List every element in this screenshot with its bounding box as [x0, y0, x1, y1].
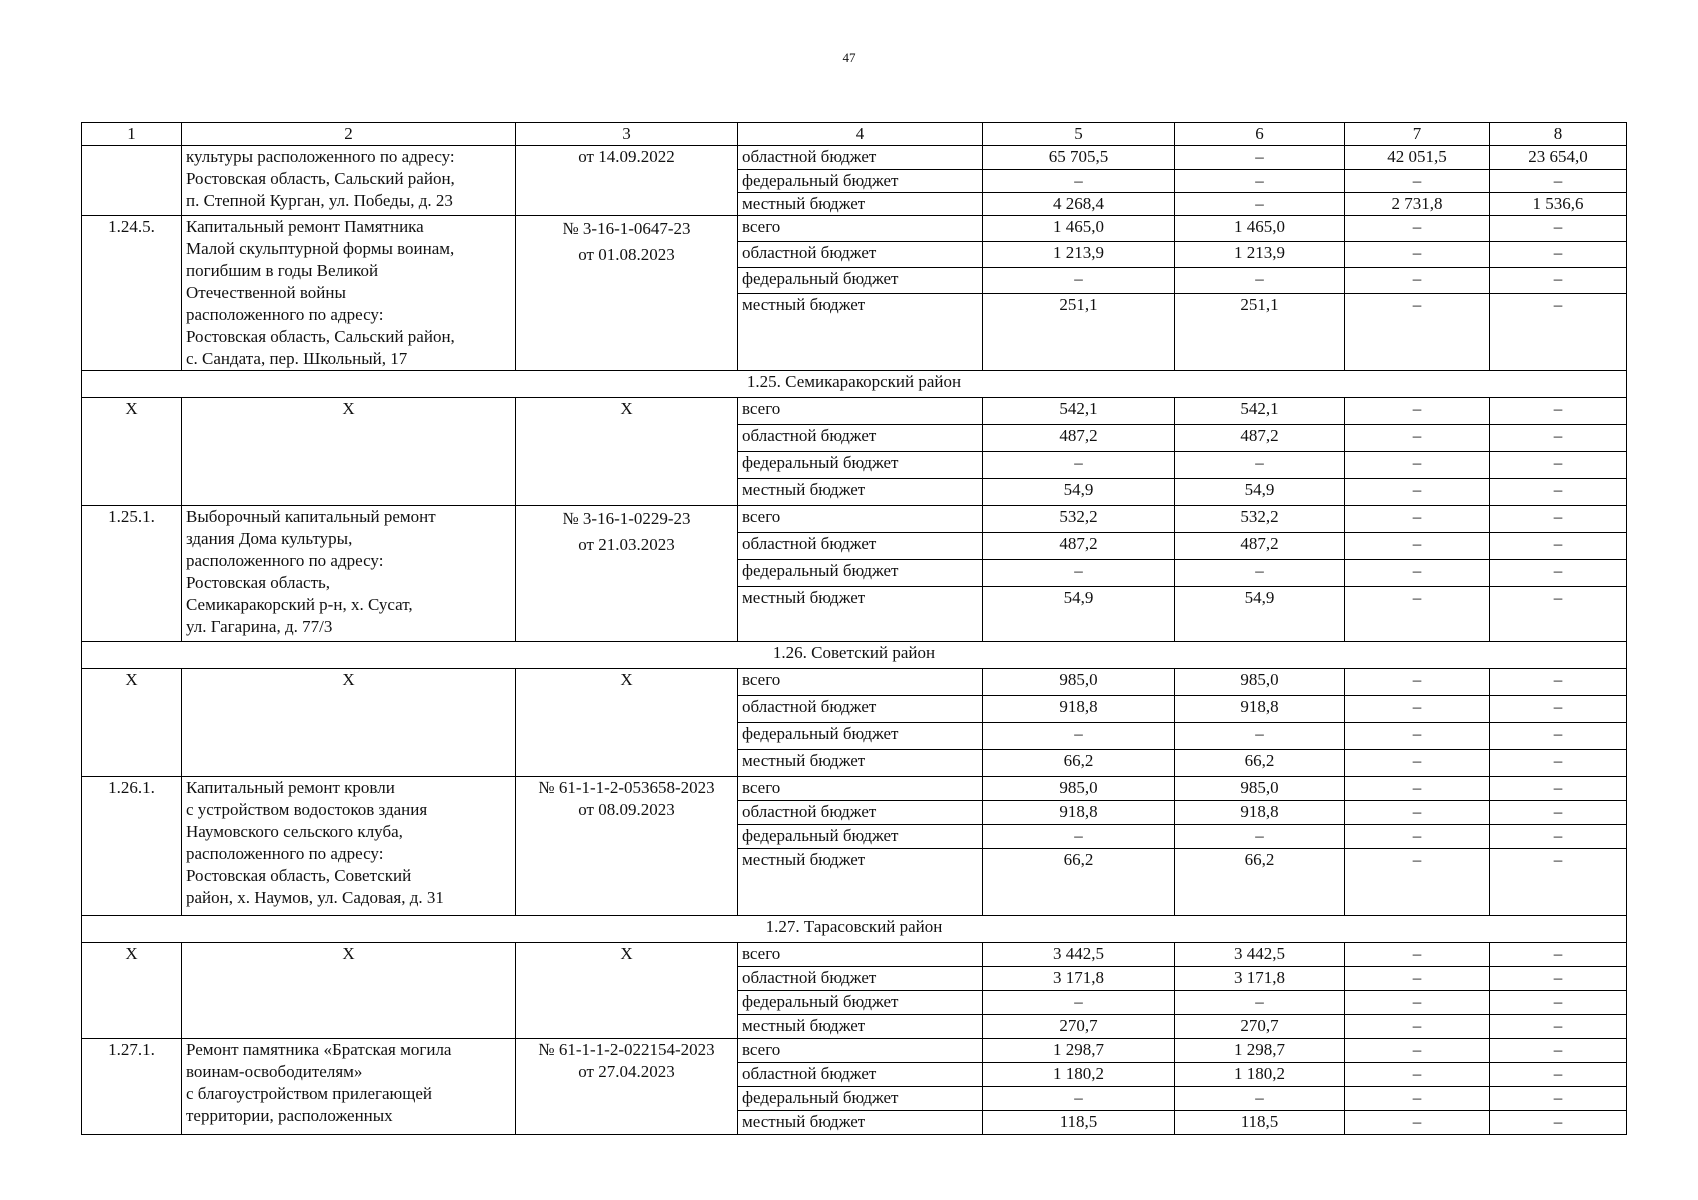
value-cell: 487,2	[1175, 425, 1345, 452]
value-cell: 985,0	[1175, 669, 1345, 696]
document-cell	[516, 506, 738, 642]
document-number: № 61-1-1-2-022154-2023	[538, 1040, 715, 1059]
value-cell: –	[1175, 560, 1345, 587]
description-line: район, х. Наумов, ул. Садовая, д. 31	[186, 888, 444, 907]
table-row	[82, 943, 1627, 967]
object-description	[182, 146, 516, 216]
budget-table	[81, 122, 1627, 1135]
document-cell	[516, 146, 738, 216]
budget-label: федеральный бюджет	[738, 560, 983, 587]
header-row	[82, 123, 1627, 146]
value-cell: 985,0	[983, 777, 1175, 801]
document-number: № 61-1-1-2-053658-2023	[538, 778, 715, 797]
value-cell: –	[1175, 268, 1345, 294]
x-mark: X	[516, 398, 738, 506]
value-cell: –	[1490, 587, 1627, 642]
section-title: 1.26. Советский район	[82, 642, 1627, 669]
budget-label: всего	[738, 1039, 983, 1063]
table-row	[82, 669, 1627, 696]
header-cell: 6	[1175, 123, 1345, 146]
value-cell: –	[1490, 533, 1627, 560]
value-cell: –	[1490, 801, 1627, 825]
value-cell: 985,0	[1175, 777, 1345, 801]
value-cell: 2 731,8	[1345, 193, 1490, 216]
value-cell: –	[1345, 506, 1490, 533]
description-line: Ремонт памятника «Братская могила	[186, 1040, 452, 1059]
budget-label: федеральный бюджет	[738, 1087, 983, 1111]
description-line: Ростовская область, Сальский район,	[186, 169, 455, 188]
value-cell: 1 213,9	[1175, 242, 1345, 268]
description-line: Семикаракорский р-н, х. Сусат,	[186, 595, 413, 614]
budget-label: областной бюджет	[738, 696, 983, 723]
value-cell: –	[1345, 479, 1490, 506]
x-mark: X	[182, 398, 516, 506]
value-cell: –	[1345, 242, 1490, 268]
description-line: расположенного по адресу:	[186, 305, 384, 324]
value-cell: 1 298,7	[983, 1039, 1175, 1063]
value-cell: –	[1345, 1015, 1490, 1039]
value-cell: 1 213,9	[983, 242, 1175, 268]
value-cell: –	[1490, 849, 1627, 916]
item-number-cell	[82, 146, 182, 216]
description-line: Капитальный ремонт кровли	[186, 778, 395, 797]
header-cell: 8	[1490, 123, 1627, 146]
value-cell: 54,9	[983, 479, 1175, 506]
section-row	[82, 371, 1627, 398]
budget-label: местный бюджет	[738, 750, 983, 777]
budget-label: всего	[738, 943, 983, 967]
value-cell: 918,8	[1175, 801, 1345, 825]
budget-label: местный бюджет	[738, 587, 983, 642]
object-description	[182, 777, 516, 916]
value-cell: 487,2	[983, 425, 1175, 452]
value-cell: 985,0	[983, 669, 1175, 696]
value-cell: –	[1490, 242, 1627, 268]
x-mark: X	[182, 943, 516, 1039]
item-number-cell: 1.25.1.	[82, 506, 182, 642]
x-mark: X	[82, 943, 182, 1039]
value-cell: –	[1490, 723, 1627, 750]
value-cell: –	[1490, 560, 1627, 587]
value-cell: –	[1175, 170, 1345, 193]
value-cell: –	[1345, 294, 1490, 371]
value-cell: –	[983, 268, 1175, 294]
budget-label: всего	[738, 777, 983, 801]
document-cell	[516, 216, 738, 371]
value-cell: –	[1345, 991, 1490, 1015]
table-row	[82, 506, 1627, 533]
budget-label: областной бюджет	[738, 242, 983, 268]
value-cell: 3 442,5	[1175, 943, 1345, 967]
document-number: № 3-16-1-0229-23	[562, 509, 691, 528]
value-cell: –	[1175, 825, 1345, 849]
value-cell: –	[983, 452, 1175, 479]
value-cell: –	[1490, 216, 1627, 242]
budget-label: областной бюджет	[738, 1063, 983, 1087]
budget-label: местный бюджет	[738, 479, 983, 506]
value-cell: –	[1175, 991, 1345, 1015]
value-cell: 66,2	[1175, 849, 1345, 916]
value-cell: 1 536,6	[1490, 193, 1627, 216]
description-line: Выборочный капитальный ремонт	[186, 507, 436, 526]
value-cell: –	[1490, 294, 1627, 371]
value-cell: 66,2	[983, 750, 1175, 777]
value-cell: 3 442,5	[983, 943, 1175, 967]
value-cell: 270,7	[983, 1015, 1175, 1039]
value-cell: –	[1490, 506, 1627, 533]
value-cell: –	[1345, 967, 1490, 991]
header-cell: 2	[182, 123, 516, 146]
value-cell: –	[1490, 777, 1627, 801]
header-cell: 1	[82, 123, 182, 146]
value-cell: –	[1490, 1015, 1627, 1039]
section-title: 1.25. Семикаракорский район	[82, 371, 1627, 398]
value-cell: 3 171,8	[1175, 967, 1345, 991]
value-cell: –	[1345, 801, 1490, 825]
header-cell: 5	[983, 123, 1175, 146]
description-line: п. Степной Курган, ул. Победы, д. 23	[186, 191, 453, 210]
value-cell: –	[1345, 943, 1490, 967]
value-cell: 542,1	[1175, 398, 1345, 425]
description-line: Малой скульптурной формы воинам,	[186, 239, 455, 258]
document-cell	[516, 1039, 738, 1135]
value-cell: –	[1345, 750, 1490, 777]
item-number-cell: 1.27.1.	[82, 1039, 182, 1135]
value-cell: –	[1175, 452, 1345, 479]
value-cell: –	[1490, 943, 1627, 967]
value-cell: –	[1490, 696, 1627, 723]
value-cell: –	[1175, 1087, 1345, 1111]
document-number: № 3-16-1-0647-23	[562, 219, 691, 238]
value-cell: –	[1490, 170, 1627, 193]
value-cell: 251,1	[1175, 294, 1345, 371]
section-title: 1.27. Тарасовский район	[82, 916, 1627, 943]
description-line: воинам-освободителям»	[186, 1062, 363, 1081]
value-cell: –	[1490, 398, 1627, 425]
value-cell: –	[1345, 533, 1490, 560]
value-cell: 4 268,4	[983, 193, 1175, 216]
table-row	[82, 1039, 1627, 1063]
value-cell: –	[1345, 452, 1490, 479]
value-cell: –	[1490, 1111, 1627, 1135]
budget-label: местный бюджет	[738, 193, 983, 216]
description-line: с благоустройством прилегающей	[186, 1084, 432, 1103]
description-line: с. Сандата, пер. Школьный, 17	[186, 349, 408, 368]
description-line: расположенного по адресу:	[186, 551, 384, 570]
object-description	[182, 1039, 516, 1135]
value-cell: –	[983, 825, 1175, 849]
description-line: Капитальный ремонт Памятника	[186, 217, 424, 236]
value-cell: –	[1345, 587, 1490, 642]
budget-label: местный бюджет	[738, 1111, 983, 1135]
value-cell: 270,7	[1175, 1015, 1345, 1039]
value-cell: 918,8	[983, 696, 1175, 723]
description-line: культуры расположенного по адресу:	[186, 147, 455, 166]
value-cell: –	[1345, 825, 1490, 849]
value-cell: 1 180,2	[983, 1063, 1175, 1087]
value-cell: 42 051,5	[1345, 146, 1490, 170]
value-cell: 918,8	[1175, 696, 1345, 723]
budget-label: областной бюджет	[738, 425, 983, 452]
document-date: от 27.04.2023	[578, 1062, 675, 1081]
value-cell: –	[1345, 1039, 1490, 1063]
item-number-cell: 1.24.5.	[82, 216, 182, 371]
value-cell: –	[1345, 425, 1490, 452]
value-cell: –	[1345, 268, 1490, 294]
value-cell: –	[1345, 1111, 1490, 1135]
x-mark: X	[82, 669, 182, 777]
document-date: от 21.03.2023	[578, 535, 675, 554]
description-line: с устройством водостоков здания	[186, 800, 428, 819]
table-row	[82, 146, 1627, 170]
budget-label: всего	[738, 506, 983, 533]
page-number: 47	[842, 50, 856, 65]
value-cell: 1 465,0	[1175, 216, 1345, 242]
value-cell: –	[1490, 991, 1627, 1015]
value-cell: –	[1345, 777, 1490, 801]
value-cell: 23 654,0	[1490, 146, 1627, 170]
value-cell: 118,5	[1175, 1111, 1345, 1135]
value-cell: 54,9	[1175, 587, 1345, 642]
budget-label: областной бюджет	[738, 146, 983, 170]
table-row	[82, 216, 1627, 242]
value-cell: –	[1490, 1063, 1627, 1087]
section-row	[82, 916, 1627, 943]
budget-label: федеральный бюджет	[738, 170, 983, 193]
value-cell: –	[1345, 669, 1490, 696]
budget-label: федеральный бюджет	[738, 723, 983, 750]
document-date: от 08.09.2023	[578, 800, 675, 819]
value-cell: 3 171,8	[983, 967, 1175, 991]
description-line: ул. Гагарина, д. 77/3	[186, 617, 333, 636]
value-cell: –	[983, 170, 1175, 193]
value-cell: 118,5	[983, 1111, 1175, 1135]
budget-label: местный бюджет	[738, 294, 983, 371]
value-cell: –	[983, 991, 1175, 1015]
budget-label: федеральный бюджет	[738, 991, 983, 1015]
value-cell: 66,2	[983, 849, 1175, 916]
value-cell: 487,2	[983, 533, 1175, 560]
budget-label: федеральный бюджет	[738, 452, 983, 479]
header-cell: 4	[738, 123, 983, 146]
value-cell: 54,9	[1175, 479, 1345, 506]
value-cell: –	[1490, 452, 1627, 479]
budget-label: федеральный бюджет	[738, 825, 983, 849]
value-cell: –	[1490, 1039, 1627, 1063]
value-cell: 1 180,2	[1175, 1063, 1345, 1087]
value-cell: –	[1345, 1063, 1490, 1087]
value-cell: –	[1345, 849, 1490, 916]
item-number-cell: 1.26.1.	[82, 777, 182, 916]
budget-label: федеральный бюджет	[738, 268, 983, 294]
description-line: Ростовская область, Советский	[186, 866, 412, 885]
value-cell: 1 465,0	[983, 216, 1175, 242]
budget-label: всего	[738, 216, 983, 242]
document-cell	[516, 777, 738, 916]
value-cell: 918,8	[983, 801, 1175, 825]
description-line: погибшим в годы Великой	[186, 261, 379, 280]
value-cell: –	[1490, 479, 1627, 506]
budget-label: всего	[738, 669, 983, 696]
value-cell: 251,1	[983, 294, 1175, 371]
value-cell: 542,1	[983, 398, 1175, 425]
budget-label: областной бюджет	[738, 801, 983, 825]
table-row	[82, 398, 1627, 425]
budget-label: областной бюджет	[738, 533, 983, 560]
value-cell: 1 298,7	[1175, 1039, 1345, 1063]
value-cell: 54,9	[983, 587, 1175, 642]
value-cell: –	[1490, 825, 1627, 849]
object-description	[182, 506, 516, 642]
value-cell: –	[1490, 750, 1627, 777]
budget-label: местный бюджет	[738, 1015, 983, 1039]
value-cell: –	[1345, 170, 1490, 193]
section-row	[82, 642, 1627, 669]
document-date: от 14.09.2022	[578, 147, 675, 166]
value-cell: 532,2	[1175, 506, 1345, 533]
table-row	[82, 777, 1627, 801]
value-cell: –	[1345, 723, 1490, 750]
x-mark: X	[516, 669, 738, 777]
value-cell: –	[1175, 193, 1345, 216]
value-cell: –	[983, 1087, 1175, 1111]
description-line: Наумовского сельского клуба,	[186, 822, 403, 841]
value-cell: –	[1345, 398, 1490, 425]
document-date: от 01.08.2023	[578, 245, 675, 264]
description-line: Ростовская область,	[186, 573, 331, 592]
description-line: расположенного по адресу:	[186, 844, 384, 863]
description-line: здания Дома культуры,	[186, 529, 353, 548]
value-cell: –	[1345, 1087, 1490, 1111]
header-cell: 7	[1345, 123, 1490, 146]
value-cell: –	[1345, 216, 1490, 242]
description-line: Ростовская область, Сальский район,	[186, 327, 455, 346]
x-mark: X	[82, 398, 182, 506]
value-cell: –	[983, 723, 1175, 750]
value-cell: –	[1490, 425, 1627, 452]
x-mark: X	[516, 943, 738, 1039]
value-cell: 65 705,5	[983, 146, 1175, 170]
value-cell: 532,2	[983, 506, 1175, 533]
budget-label: областной бюджет	[738, 967, 983, 991]
object-description	[182, 216, 516, 371]
header-cell: 3	[516, 123, 738, 146]
value-cell: –	[1490, 1087, 1627, 1111]
x-mark: X	[182, 669, 516, 777]
value-cell: –	[1345, 696, 1490, 723]
value-cell: –	[1490, 967, 1627, 991]
value-cell: –	[983, 560, 1175, 587]
budget-label: всего	[738, 398, 983, 425]
description-line: Отечественной войны	[186, 283, 346, 302]
value-cell: –	[1175, 146, 1345, 170]
value-cell: –	[1490, 669, 1627, 696]
value-cell: –	[1490, 268, 1627, 294]
value-cell: 66,2	[1175, 750, 1345, 777]
budget-label: местный бюджет	[738, 849, 983, 916]
value-cell: –	[1345, 560, 1490, 587]
value-cell: –	[1175, 723, 1345, 750]
value-cell: 487,2	[1175, 533, 1345, 560]
description-line: территории, расположенных	[186, 1106, 393, 1125]
